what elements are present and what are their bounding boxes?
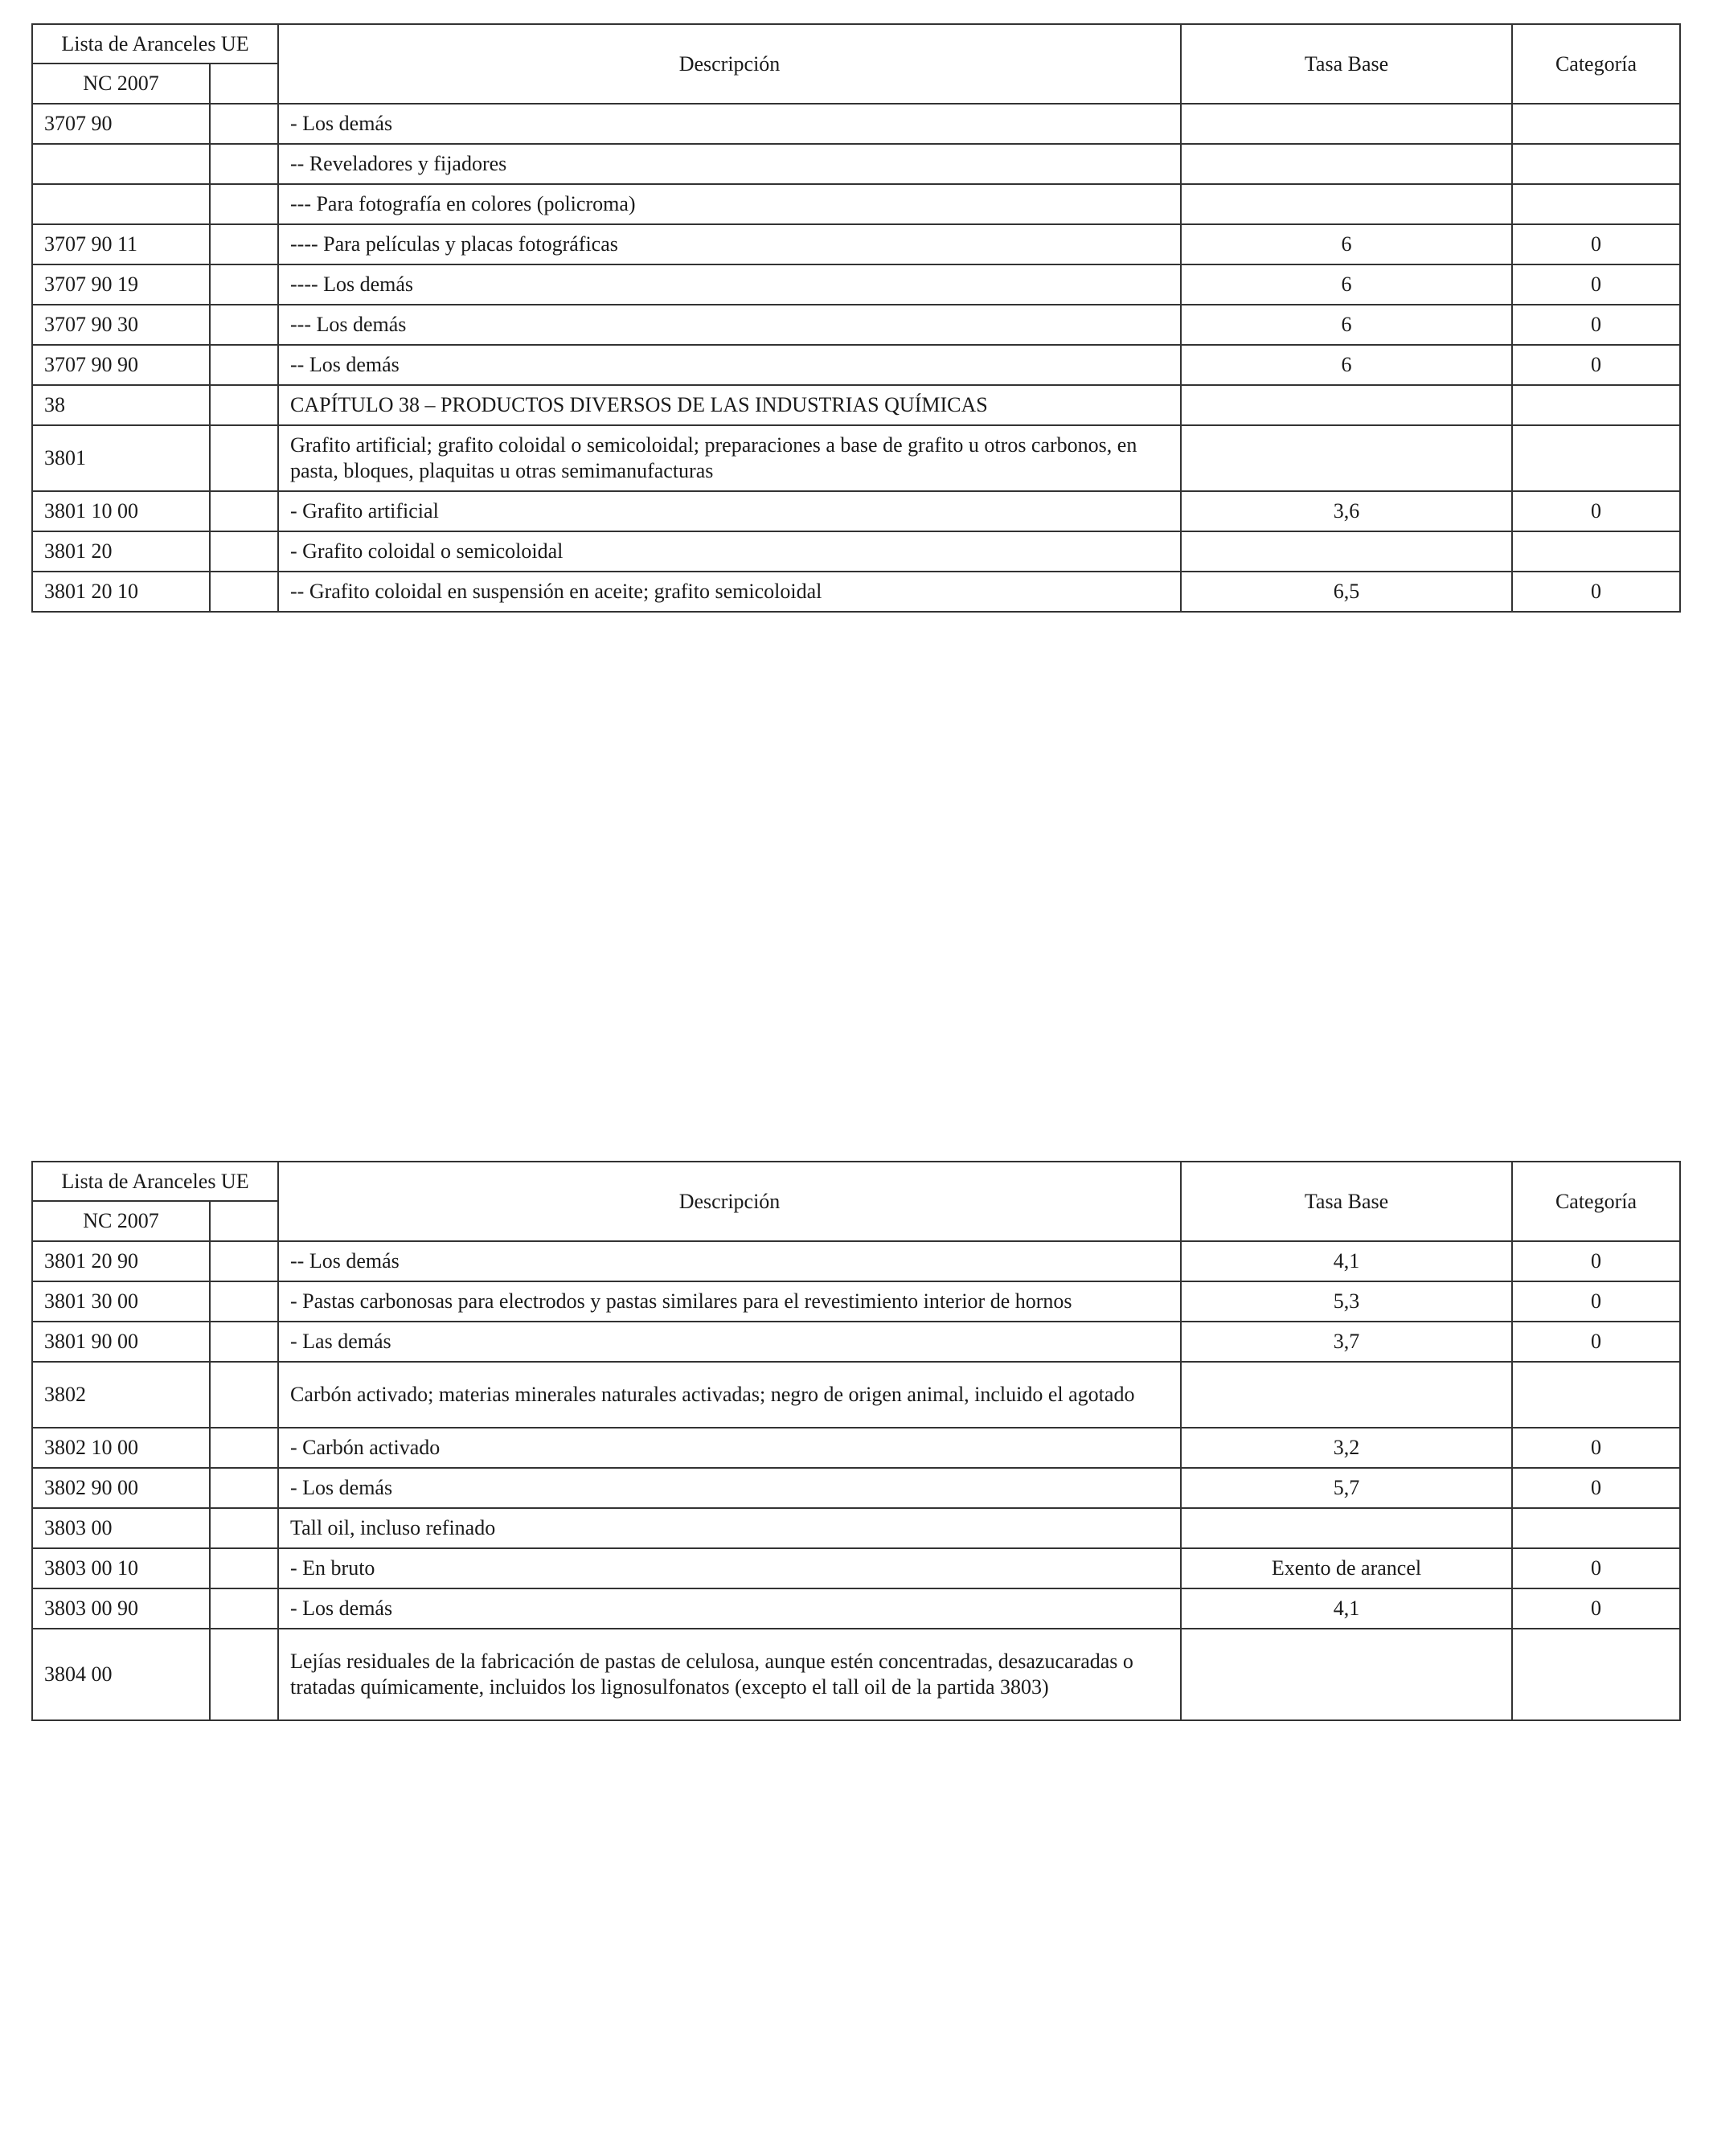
- empty-cell: [210, 1362, 278, 1428]
- table-row: [32, 491, 1680, 531]
- nc-code-cell: [32, 144, 210, 184]
- base-rate-cell: 3,2: [1181, 1428, 1512, 1468]
- empty-cell: [210, 1281, 278, 1322]
- description-cell: Carbón activado; materias minerales naturales activadas; negro de origen animal, incluido el agotado: [278, 1362, 1181, 1428]
- description-cell: ---- Para películas y placas fotográficas: [278, 224, 1181, 264]
- description-cell: -- Grafito coloidal en suspensión en aceite; grafito semicoloidal: [278, 572, 1181, 612]
- table-row: [32, 1322, 1680, 1362]
- base-rate-cell: Exento de arancel: [1181, 1548, 1512, 1588]
- empty-cell: [210, 531, 278, 572]
- base-rate-cell: 6: [1181, 345, 1512, 385]
- nc-code-cell: [32, 184, 210, 224]
- empty-cell: [210, 1548, 278, 1588]
- nc-code-cell: 3803 00 90: [32, 1588, 210, 1629]
- base-rate-cell: [1181, 184, 1512, 224]
- table-row: [32, 144, 1680, 184]
- description-cell: Grafito artificial; grafito coloidal o semicoloidal; preparaciones a base de grafito u otros carbonos, en pasta, bloques, plaquitas u otras semimanufacturas: [278, 425, 1181, 491]
- table-row: [32, 531, 1680, 572]
- table-row: [32, 1588, 1680, 1629]
- empty-cell: [210, 104, 278, 144]
- category-cell: [1512, 1508, 1680, 1548]
- base-rate-cell: 3,7: [1181, 1322, 1512, 1362]
- header-base-rate: Tasa Base: [1181, 24, 1512, 104]
- description-cell: - Carbón activado: [278, 1428, 1181, 1468]
- description-cell: --- Los demás: [278, 305, 1181, 345]
- base-rate-cell: 4,1: [1181, 1588, 1512, 1629]
- header-empty-cell: [210, 64, 278, 104]
- description-cell: - Los demás: [278, 1468, 1181, 1508]
- nc-code-cell: 3802 10 00: [32, 1428, 210, 1468]
- table-row: [32, 1281, 1680, 1322]
- category-cell: 0: [1512, 345, 1680, 385]
- description-cell: - En bruto: [278, 1548, 1181, 1588]
- category-cell: [1512, 184, 1680, 224]
- category-cell: [1512, 385, 1680, 425]
- table-row: [32, 1508, 1680, 1548]
- category-cell: 0: [1512, 1588, 1680, 1629]
- category-cell: 0: [1512, 1241, 1680, 1281]
- description-cell: -- Reveladores y fijadores: [278, 144, 1181, 184]
- base-rate-cell: 6: [1181, 224, 1512, 264]
- description-cell: -- Los demás: [278, 345, 1181, 385]
- tariff-table-2: [31, 1161, 1681, 1721]
- category-cell: 0: [1512, 305, 1680, 345]
- category-cell: [1512, 1629, 1680, 1720]
- empty-cell: [210, 385, 278, 425]
- description-cell: -- Los demás: [278, 1241, 1181, 1281]
- base-rate-cell: 6: [1181, 264, 1512, 305]
- empty-cell: [210, 1629, 278, 1720]
- table-row: [32, 1428, 1680, 1468]
- description-cell: - Grafito artificial: [278, 491, 1181, 531]
- header-tariff-list: Lista de Aranceles UE: [32, 1162, 278, 1201]
- header-description: Descripción: [278, 24, 1181, 104]
- base-rate-cell: [1181, 1629, 1512, 1720]
- empty-cell: [210, 1322, 278, 1362]
- header-nc-2007: NC 2007: [32, 64, 210, 104]
- empty-cell: [210, 572, 278, 612]
- table-row: [32, 184, 1680, 224]
- empty-cell: [210, 425, 278, 491]
- empty-cell: [210, 345, 278, 385]
- description-cell: - Los demás: [278, 104, 1181, 144]
- category-cell: 0: [1512, 224, 1680, 264]
- empty-cell: [210, 491, 278, 531]
- nc-code-cell: 3804 00: [32, 1629, 210, 1720]
- description-cell: - Pastas carbonosas para electrodos y pastas similares para el revestimiento interior de hornos: [278, 1281, 1181, 1322]
- nc-code-cell: 3803 00: [32, 1508, 210, 1548]
- table-header-row: [32, 1162, 1680, 1201]
- base-rate-cell: [1181, 425, 1512, 491]
- empty-cell: [210, 305, 278, 345]
- base-rate-cell: [1181, 1362, 1512, 1428]
- tariff-table-1: [31, 23, 1681, 613]
- table-row: [32, 1629, 1680, 1720]
- table-row: [32, 1241, 1680, 1281]
- empty-cell: [210, 224, 278, 264]
- nc-code-cell: 3801 30 00: [32, 1281, 210, 1322]
- base-rate-cell: 6,5: [1181, 572, 1512, 612]
- category-cell: [1512, 1362, 1680, 1428]
- header-category: Categoría: [1512, 24, 1680, 104]
- nc-code-cell: 3801 90 00: [32, 1322, 210, 1362]
- table-row: [32, 1468, 1680, 1508]
- header-nc-2007: NC 2007: [32, 1201, 210, 1241]
- nc-code-cell: 3802: [32, 1362, 210, 1428]
- base-rate-cell: 6: [1181, 305, 1512, 345]
- base-rate-cell: 4,1: [1181, 1241, 1512, 1281]
- category-cell: 0: [1512, 1322, 1680, 1362]
- base-rate-cell: [1181, 385, 1512, 425]
- category-cell: [1512, 144, 1680, 184]
- base-rate-cell: [1181, 531, 1512, 572]
- category-cell: 0: [1512, 572, 1680, 612]
- category-cell: [1512, 425, 1680, 491]
- nc-code-cell: 38: [32, 385, 210, 425]
- table-row: [32, 345, 1680, 385]
- nc-code-cell: 3803 00 10: [32, 1548, 210, 1588]
- nc-code-cell: 3707 90 30: [32, 305, 210, 345]
- table-row: [32, 224, 1680, 264]
- table-row: [32, 305, 1680, 345]
- category-cell: [1512, 531, 1680, 572]
- description-cell: - Los demás: [278, 1588, 1181, 1629]
- table-row: [32, 1548, 1680, 1588]
- empty-cell: [210, 1428, 278, 1468]
- description-cell: - Grafito coloidal o semicoloidal: [278, 531, 1181, 572]
- empty-cell: [210, 264, 278, 305]
- category-cell: [1512, 104, 1680, 144]
- table-row: [32, 572, 1680, 612]
- nc-code-cell: 3801 20 10: [32, 572, 210, 612]
- header-empty-cell: [210, 1201, 278, 1241]
- description-cell: --- Para fotografía en colores (policroma): [278, 184, 1181, 224]
- header-description: Descripción: [278, 1162, 1181, 1241]
- base-rate-cell: 3,6: [1181, 491, 1512, 531]
- nc-code-cell: 3707 90 90: [32, 345, 210, 385]
- table-row: [32, 104, 1680, 144]
- description-cell: CAPÍTULO 38 – PRODUCTOS DIVERSOS DE LAS INDUSTRIAS QUÍMICAS: [278, 385, 1181, 425]
- base-rate-cell: [1181, 104, 1512, 144]
- table-row: [32, 264, 1680, 305]
- category-cell: 0: [1512, 264, 1680, 305]
- nc-code-cell: 3707 90: [32, 104, 210, 144]
- description-cell: Lejías residuales de la fabricación de pastas de celulosa, aunque estén concentradas, desazucaradas o tratadas químicamente, incluidos los lignosulfonatos (excepto el tall oil de la partida 3803): [278, 1629, 1181, 1720]
- empty-cell: [210, 1508, 278, 1548]
- base-rate-cell: 5,3: [1181, 1281, 1512, 1322]
- description-cell: - Las demás: [278, 1322, 1181, 1362]
- base-rate-cell: 5,7: [1181, 1468, 1512, 1508]
- empty-cell: [210, 1588, 278, 1629]
- nc-code-cell: 3801 20 90: [32, 1241, 210, 1281]
- category-cell: 0: [1512, 491, 1680, 531]
- table-header-row: [32, 24, 1680, 64]
- category-cell: 0: [1512, 1468, 1680, 1508]
- nc-code-cell: 3802 90 00: [32, 1468, 210, 1508]
- nc-code-cell: 3707 90 19: [32, 264, 210, 305]
- nc-code-cell: 3801: [32, 425, 210, 491]
- empty-cell: [210, 184, 278, 224]
- table-row: [32, 1362, 1680, 1428]
- description-cell: Tall oil, incluso refinado: [278, 1508, 1181, 1548]
- category-cell: 0: [1512, 1548, 1680, 1588]
- nc-code-cell: 3707 90 11: [32, 224, 210, 264]
- table-row: [32, 425, 1680, 491]
- nc-code-cell: 3801 20: [32, 531, 210, 572]
- header-tariff-list: Lista de Aranceles UE: [32, 24, 278, 64]
- category-cell: 0: [1512, 1428, 1680, 1468]
- nc-code-cell: 3801 10 00: [32, 491, 210, 531]
- header-base-rate: Tasa Base: [1181, 1162, 1512, 1241]
- empty-cell: [210, 1241, 278, 1281]
- description-cell: ---- Los demás: [278, 264, 1181, 305]
- base-rate-cell: [1181, 1508, 1512, 1548]
- empty-cell: [210, 144, 278, 184]
- category-cell: 0: [1512, 1281, 1680, 1322]
- header-category: Categoría: [1512, 1162, 1680, 1241]
- table-row: [32, 385, 1680, 425]
- base-rate-cell: [1181, 144, 1512, 184]
- empty-cell: [210, 1468, 278, 1508]
